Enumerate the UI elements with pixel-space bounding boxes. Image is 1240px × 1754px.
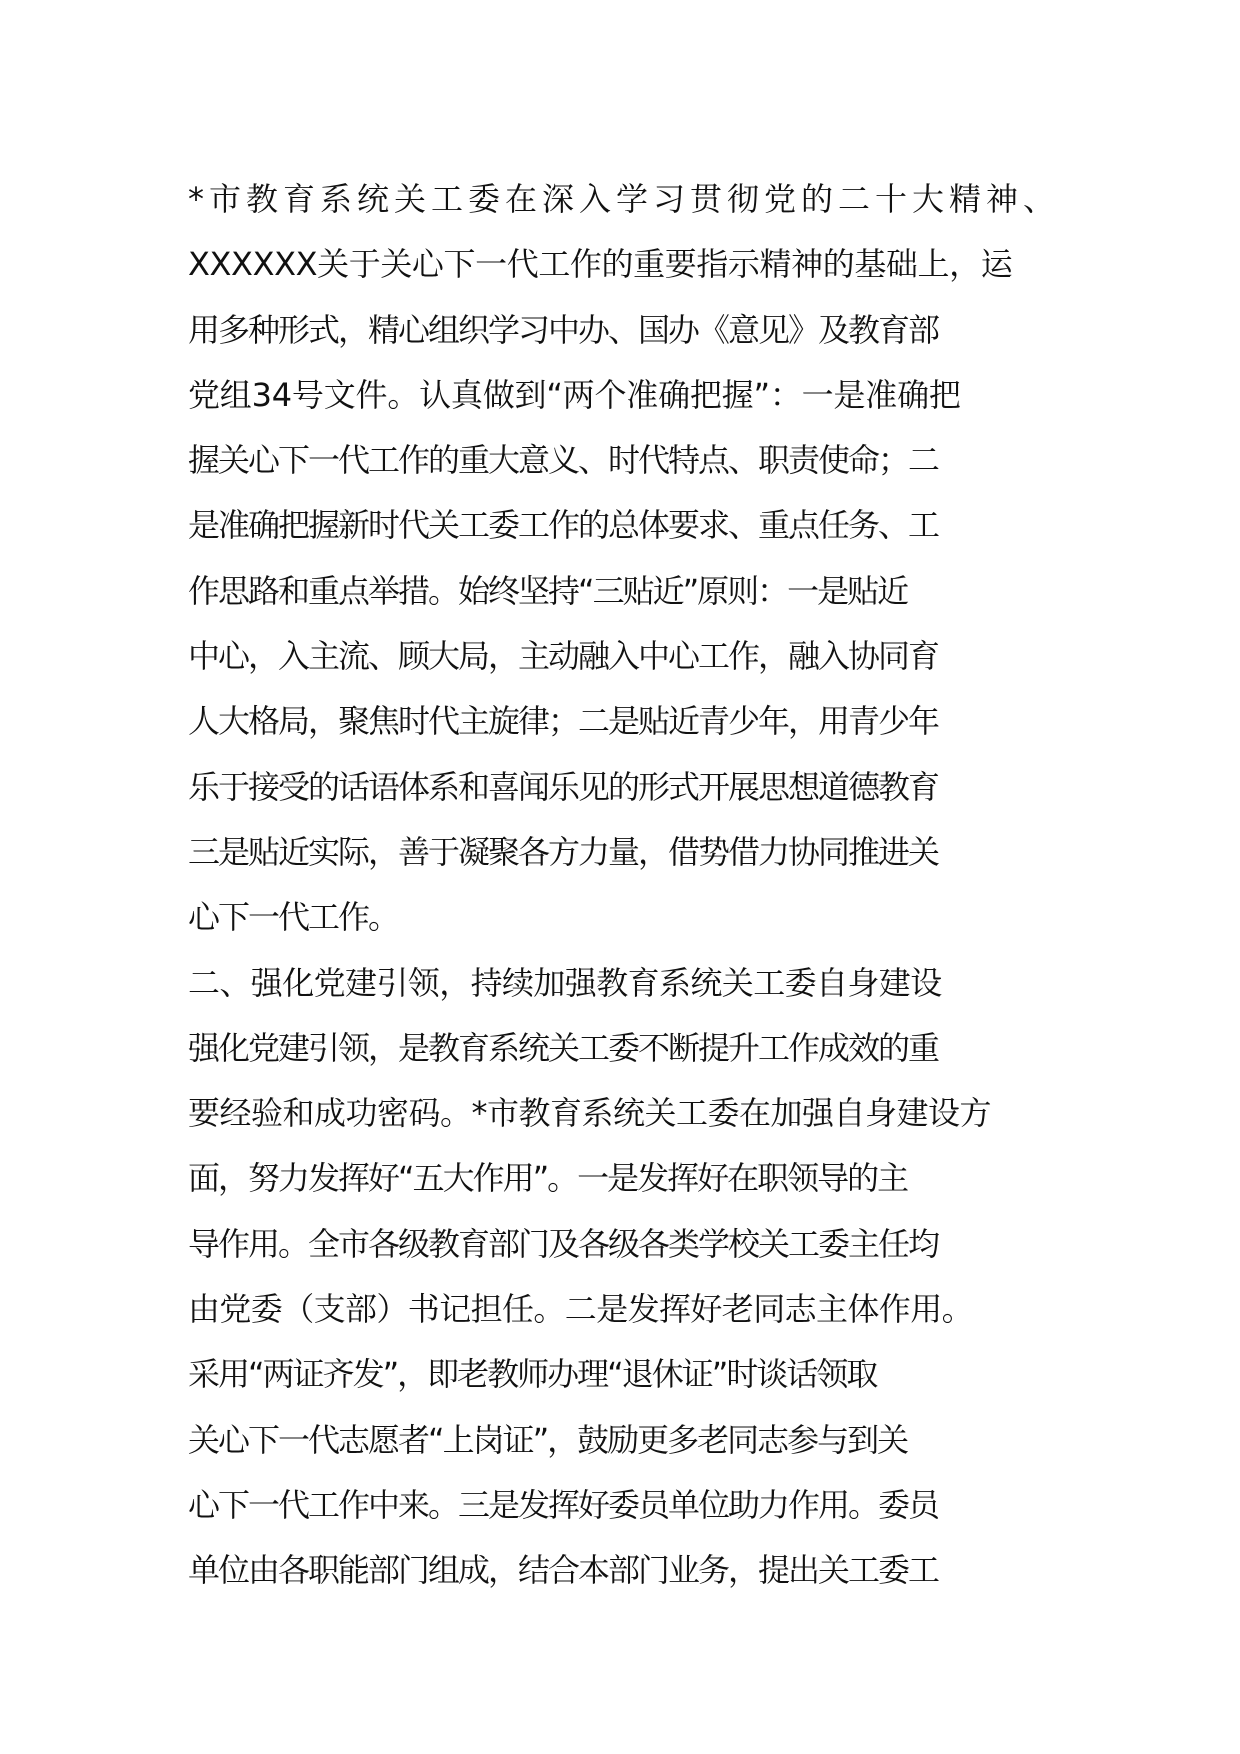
paragraph-line: 三是贴近实际，善于凝聚各方力量，借势借力协同推进关: [188, 832, 939, 871]
paragraph-line: 导作用。全市各级教育部门及各级各类学校关工委主任均: [188, 1224, 939, 1263]
paragraph-line: 心下一代工作。: [188, 898, 399, 937]
paragraph-line: 中心，入主流、顾大局，主动融入中心工作，融入协同育: [188, 637, 939, 676]
paragraph-line: 党组34号文件。认真做到“两个准确把握”：一是准确把: [188, 375, 961, 414]
paragraph-line: 心下一代工作中来。三是发挥好委员单位助力作用。委员: [188, 1485, 939, 1524]
body-text: [188, 167, 1068, 1604]
paragraph-line: 要经验和成功密码。*市教育系统关工委在加强自身建设方: [188, 1094, 992, 1133]
paragraph-line: 乐于接受的话语体系和喜闻乐见的形式开展思想道德教育: [188, 767, 939, 806]
paragraph-line: 用多种形式，精心组织学习中办、国办《意见》及教育部: [188, 310, 939, 349]
paragraph-line: *市教育系统关工委在深入学习贯彻党的二十大精神、: [188, 180, 1061, 218]
paragraph-line: 单位由各职能部门组成，结合本部门业务，提出关工委工: [188, 1551, 939, 1590]
paragraph-line: 是准确把握新时代关工委工作的总体要求、重点任务、工: [188, 506, 939, 545]
paragraph-line: 人大格局，聚焦时代主旋律；二是贴近青少年，用青少年: [188, 702, 939, 741]
paragraph-line: 面，努力发挥好“五大作用”。一是发挥好在职领导的主: [188, 1159, 908, 1198]
paragraph-line: 采用“两证齐发”，即老教师办理“退休证”时谈话领取: [188, 1355, 877, 1394]
paragraph-line: 强化党建引领，是教育系统关工委不断提升工作成效的重: [188, 1028, 939, 1067]
paragraph-line: 握关心下一代工作的重大意义、时代特点、职责使命；二: [188, 441, 939, 480]
paragraph-line: 由党委（支部）书记担任。二是发挥好老同志主体作用。: [188, 1290, 974, 1329]
paragraph-line: XXXXXX关于关心下一代工作的重要指示精神的基础上，运: [188, 245, 1013, 284]
paragraph-line: 作思路和重点举措。始终坚持“三贴近”原则：一是贴近: [188, 571, 908, 610]
section-heading: 二、强化党建引领，持续加强教育系统关工委自身建设: [188, 963, 942, 1002]
paragraph-line: 关心下一代志愿者“上岗证”，鼓励更多老同志参与到关: [188, 1420, 908, 1459]
